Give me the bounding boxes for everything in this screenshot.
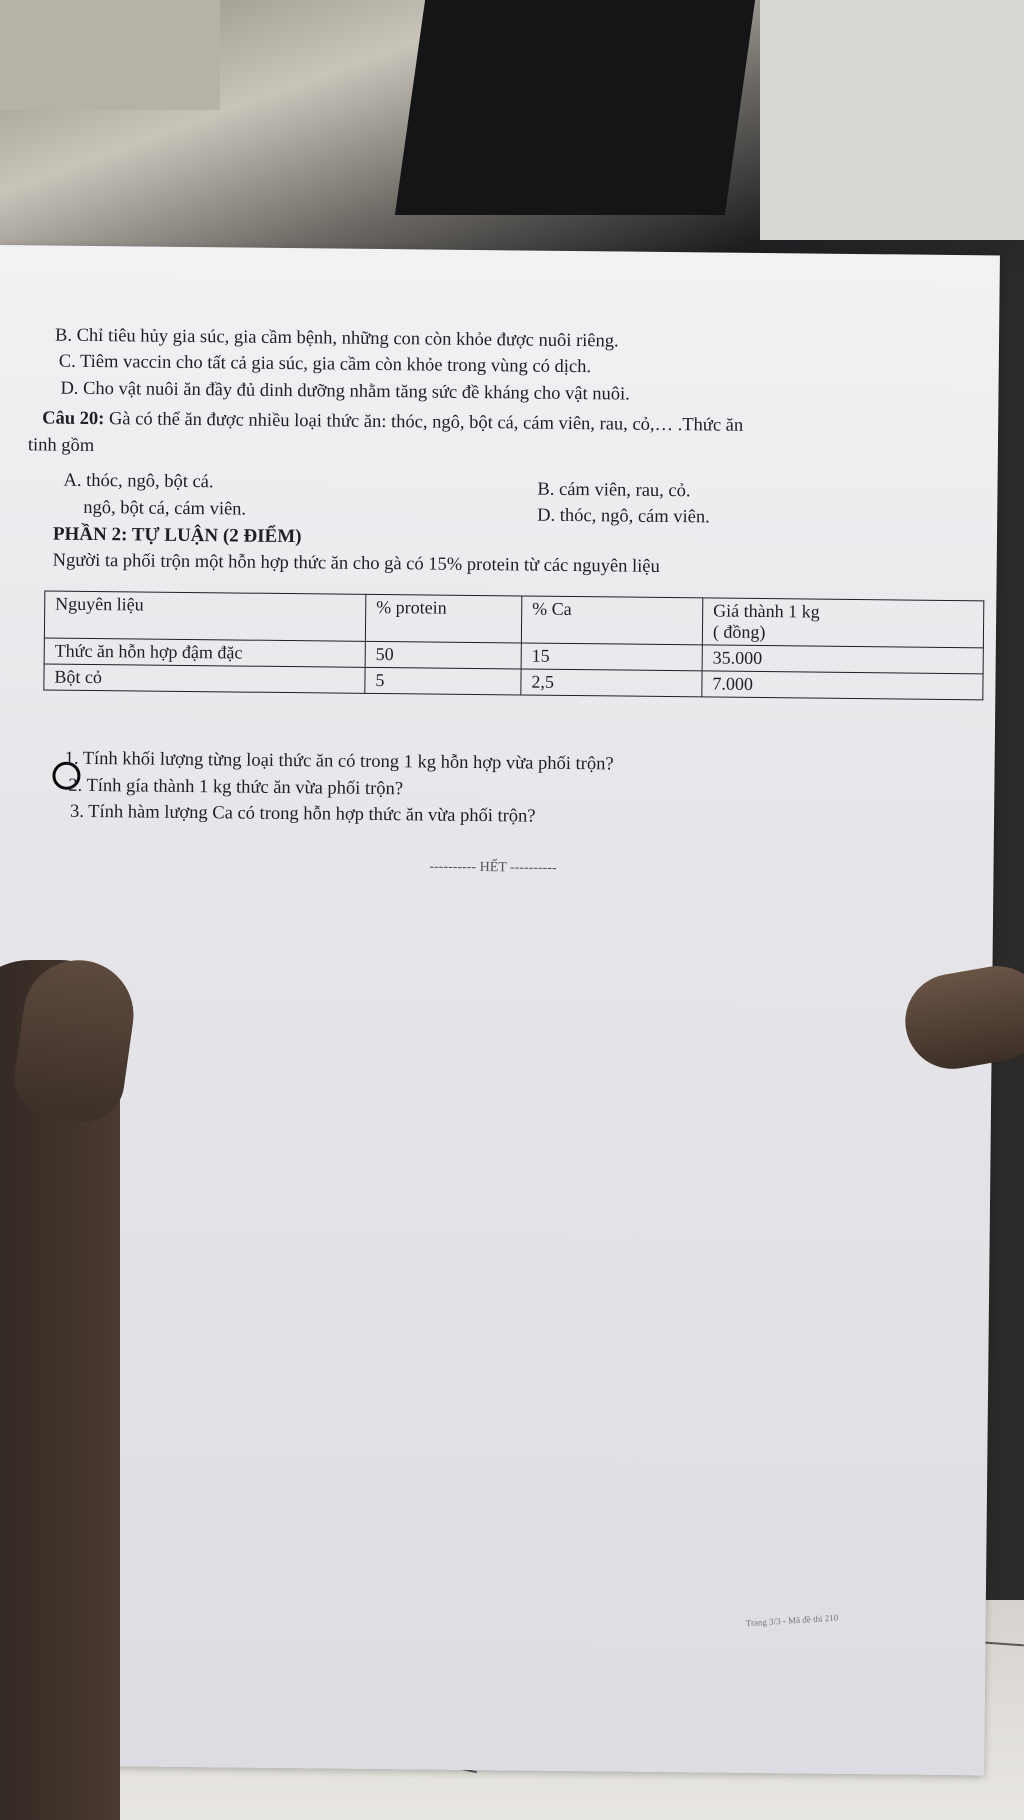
table-cell: 50 — [365, 641, 521, 669]
part2-heading: PHẦN 2: TỰ LUẬN (2 ĐIỂM) — [52, 523, 302, 548]
q20-stem-cont: tinh gồm — [27, 435, 95, 456]
exam-content — [0, 245, 1000, 1255]
header-ca: % Ca — [521, 596, 702, 645]
ingredient-table — [43, 590, 984, 700]
q20-option-b: B. cám viên, rau, cỏ. — [537, 479, 691, 502]
background-object — [395, 0, 755, 215]
q19-option-c: C. Tiêm vaccin cho tất cả gia súc, gia cầm còn khỏe trong vùng có dịch. — [58, 351, 592, 378]
q20-label: Câu 20: — [42, 408, 105, 430]
header-price — [702, 598, 983, 648]
q20-option-c: ngô, bột cá, cám viên. — [83, 497, 247, 520]
question-2: 2. Tính gía thành 1 kg thức ăn vừa phối trộn? — [68, 775, 404, 800]
header-price-line1: Giá thành 1 kg — [713, 600, 820, 622]
table-cell: 2,5 — [521, 669, 702, 697]
table-cell: 35.000 — [702, 645, 983, 674]
question-3: 3. Tính hàm lượng Ca có trong hỗn hợp thức ăn vừa phối trộn? — [69, 801, 536, 827]
header-ingredient: Nguyên liệu — [44, 591, 365, 641]
q19-option-b: B. Chỉ tiêu hủy gia súc, gia cầm bệnh, những con còn khỏe được nuôi riêng. — [54, 325, 619, 352]
header-price-line2: ( đồng) — [712, 621, 766, 643]
header-protein: % protein — [365, 594, 521, 643]
table-cell: 15 — [521, 643, 702, 671]
q20-stem — [42, 408, 743, 436]
background-object — [0, 0, 220, 110]
table-cell: Thức ăn hỗn hợp đậm đặc — [44, 638, 365, 667]
exam-paper — [0, 245, 1000, 1775]
end-marker: ---------- HẾT ---------- — [429, 859, 557, 876]
part2-intro: Người ta phối trộn một hỗn hợp thức ăn cho gà có 15% protein từ các nguyên liệu — [52, 550, 660, 577]
q20-option-d: D. thóc, ngô, cám viên. — [537, 505, 710, 528]
table-cell: 7.000 — [702, 671, 983, 700]
q20-option-a: A. thóc, ngô, bột cá. — [63, 470, 214, 493]
q20-text: Gà có thể ăn được nhiều loại thức ăn: thóc, ngô, bột cá, cám viên, rau, cỏ,… .Thức ăn — [104, 409, 744, 436]
table-cell: Bột cỏ — [44, 664, 365, 693]
question-1: 1. Tính khối lượng từng loại thức ăn có trong 1 kg hỗn hợp vừa phối trộn? — [64, 748, 614, 775]
page-footer: Trang 3/3 - Mã đề thi 210 — [745, 1612, 839, 1629]
q19-option-d: D. Cho vật nuôi ăn đầy đủ dinh dưỡng nhằm tăng sức đề kháng cho vật nuôi. — [60, 378, 630, 405]
background-object — [760, 0, 1024, 240]
table-cell: 5 — [365, 667, 521, 695]
